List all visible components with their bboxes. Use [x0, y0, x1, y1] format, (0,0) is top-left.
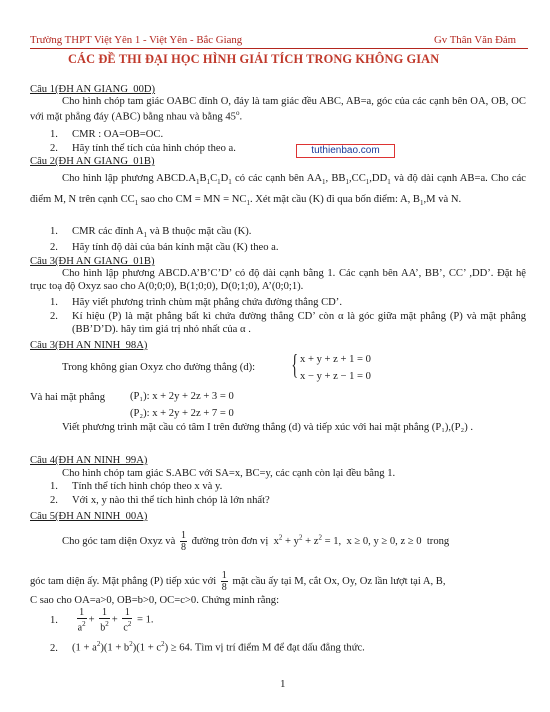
header-rule	[30, 48, 528, 49]
q1-item-2: 2. Hãy tính thể tích của hình chóp theo a.	[50, 143, 236, 154]
q4-eq1: x + y + z + 1 = 0	[300, 354, 371, 365]
header-school: Trường THPT Việt Yên 1 - Việt Yên - Bắc Giang	[30, 34, 243, 46]
q2-body: Cho hình lập phương $ABCD.A_1B_1C_1D_1$ có các cạnh bên $AA_1$, $BB_1,CC_1,DD_1$ và độ dài cạnh AB=a. Cho các điểm M, N trên cạnh $CC_1$ sao cho CM = MN = $NC_1$. Xét mặt cầu (K) đi qua bốn điểm: A, $B_1,M$ và N.	[30, 173, 526, 208]
q4-label: Câu 3(ĐH AN NINH_98A)	[30, 340, 148, 351]
q1-item-1: 1. CMR : OA=OB=OC.	[50, 129, 164, 140]
q4-intro: Trong không gian Oxyz cho đường thẳng (d):	[62, 362, 256, 373]
q5-body: Cho hình chóp tam giác S.ABC với SA=x, BC=y, các cạnh còn lại đều bằng 1.	[62, 468, 396, 479]
q6-line2: góc tam diện ấy. Mặt phẳng (P) tiếp xúc với $\frac{1}{8}$ mặt cầu ấy tại M, cắt Ox, Oy, Oz lần lượt tại A, B,	[30, 570, 446, 593]
q4-planes-intro: Và hai mặt phẳng	[30, 392, 106, 403]
system-brace: {	[291, 350, 299, 381]
fraction-one-eighth-2: $\frac{1}{8}$	[221, 570, 227, 593]
q5-item-2: 2. Với x, y nào thì thể tích hình chóp là lớn nhất?	[50, 495, 270, 506]
q4-plane-2: (P₂): x + 2y + 2z + 7 = 0	[130, 408, 234, 419]
q3-label: Câu 3(ĐH AN GIANG_01B)	[30, 256, 155, 267]
q5-label: Câu 4(ĐH AN NINH_99A)	[30, 455, 148, 466]
q6-item-1: 1. $\frac{1}{a^2}$ + $\frac{1}{b^2}$ + $\frac{1}{c^2}$ = 1.	[50, 607, 154, 634]
watermark-link[interactable]: tuthienbao.com	[296, 144, 395, 158]
q3-item-1: 1. Hãy viết phương trình chùm mặt phẳng chứa đường thẳng CD’.	[50, 297, 342, 308]
q1-label: Câu 1(ĐH AN GIANG_00D)	[30, 84, 156, 95]
q4-eq2: x − y + z − 1 = 0	[300, 371, 371, 382]
header-teacher: Gv Thân Văn Đảm	[434, 34, 517, 46]
q6-label: Câu 5(ĐH AN NINH_00A)	[30, 511, 148, 522]
q4-body: Viết phương trình mặt cầu có tâm I trên đường thẳng (d) và tiếp xúc với hai mặt phẳng (P₁),(P₂) .	[62, 422, 474, 433]
q1-body: Cho hình chóp tam giác OABC đỉnh O, đáy là tam giác đều ABC, AB=a, góc của các cạnh bên OA, OB, OC với mặt phẳng đáy (ABC) bằng nhau và bằng 45$^o$.	[30, 96, 526, 123]
page-number: 1	[280, 678, 286, 690]
q2-item-2: 2. Hãy tính độ dài của bán kính mặt cầu (K) theo a.	[50, 242, 279, 253]
q5-item-1: 1. Tính thể tích hình chóp theo x và y.	[50, 481, 223, 492]
q6-line3: C sao cho OA=a>0, OB=b>0, OC=c>0. Chứng minh rằng:	[30, 595, 280, 606]
q2-label: Câu 2(ĐH AN GIANG_01B)	[30, 156, 155, 167]
q3-body: Cho hình lập phương ABCD.A’B’C’D’ có độ dài cạnh bằng 1. Các cạnh bên AA’, BB’, CC’ ,DD’. Đặt hệ trục toạ độ Oxyz sao cho A(0;0;0), B(1;0;0), D(0;1;0), A’(0;0;1).	[30, 268, 526, 292]
fraction-one-eighth: $\frac{1}{8}$	[180, 530, 186, 553]
q4-plane-1: (P₁): x + 2y + 2z + 3 = 0	[130, 391, 234, 402]
q6-line1: Cho góc tam diện Oxyz và $\frac{1}{8}$ đường tròn đơn vị $x^2 + y^2 + z^2 = 1$, x ≥ 0, y ≥ 0, z ≥ 0 trong	[62, 530, 450, 553]
q6-item-2: 2. $(1 + a^2)(1 + b^2)(1 + c^2) \ge 64$. Tìm vị trí điểm M để đạt dấu đẳng thức.	[50, 640, 365, 654]
q3-item-2: 2. Kí hiệu (P) là mặt phẳng bất kì chứa đường thẳng CD’ còn α là góc giữa mặt phẳng (P) và mặt phẳng (BB’D’D). hãy tìm giá trị nhỏ nhất của α .	[50, 311, 526, 335]
page-title: CÁC ĐỀ THI ĐẠI HỌC HÌNH GIẢI TÍCH TRONG KHÔNG GIAN	[68, 52, 440, 66]
q2-item-1: 1. CMR các đỉnh $A_1$ và B thuộc mặt cầu (K).	[50, 226, 252, 240]
